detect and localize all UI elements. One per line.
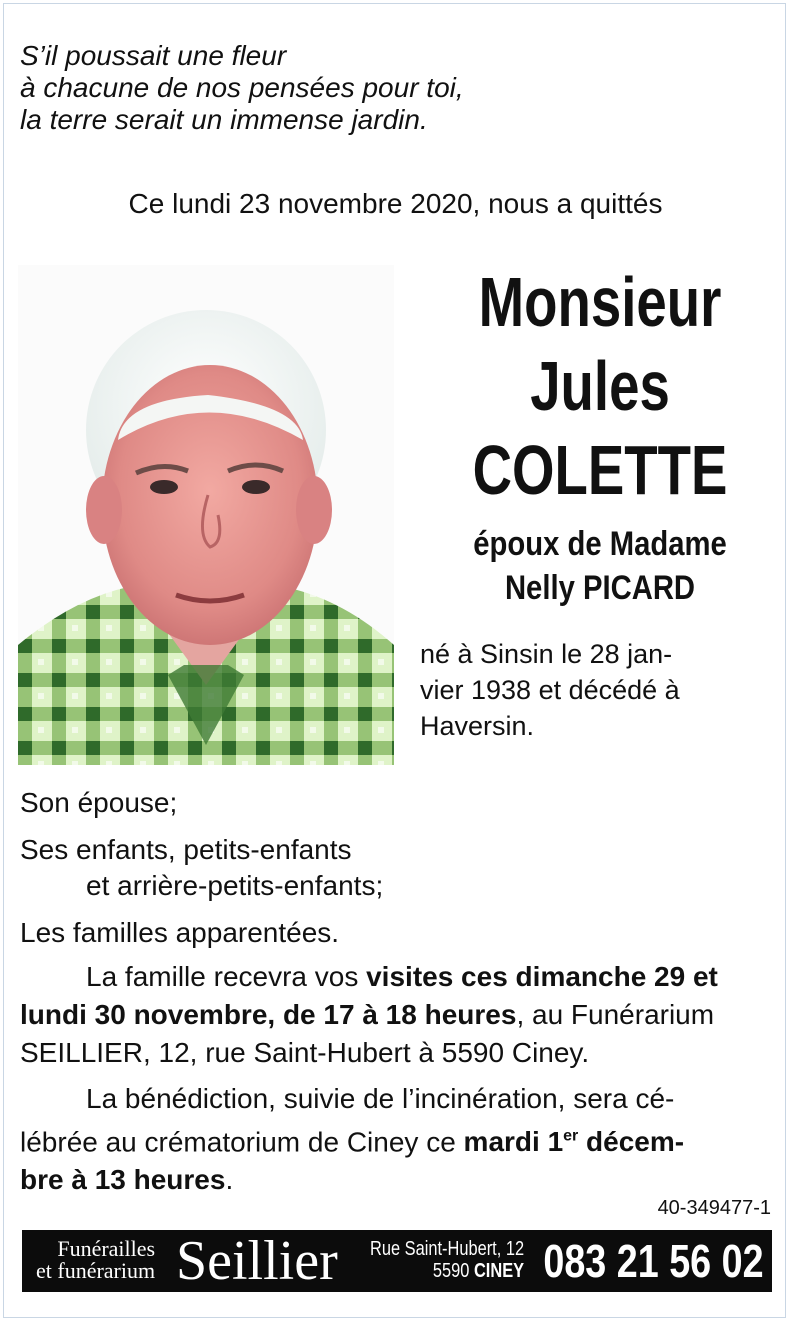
address-postcode: 5590 [432,1260,474,1282]
ceremony-date: décem- [578,1126,685,1158]
spouse-name: Nelly PICARD [504,569,696,607]
ceremony-text: . [225,1164,234,1196]
portrait-photo [18,265,394,765]
ceremony-paragraph [20,1080,772,1199]
deceased-last-name: COLETTE [472,431,728,509]
birth-line: Haversin. [420,711,535,741]
poem-line: S’il poussait une fleur [20,40,287,71]
ceremony-date-suffix: er [563,1128,579,1145]
deceased-title: Monsieur [478,263,722,341]
visit-paragraph [20,958,772,1072]
ceremony-text: lébrée au crématorium de Ciney ce [20,1126,464,1158]
visit-dates: lundi 30 novembre, de 17 à 18 heures [20,999,517,1030]
funeral-home-type-line: et funérarium [36,1258,156,1283]
funeral-home-type [36,1238,155,1282]
ceremony-time: bre à 13 heures [20,1164,226,1196]
address-city: CINEY [473,1260,525,1282]
visit-address: SEILLIER, 12, rue Saint-Hubert à 5590 Ciney. [20,1037,590,1068]
funeral-home-type-line: Funérailles [57,1236,156,1261]
address-street: Rue Saint-Hubert, 12 [370,1238,525,1260]
funeral-home-phone: 083 21 56 02 [543,1235,764,1287]
visit-text: La famille recevra vos [86,961,367,992]
deceased-first-name: Jules [530,347,670,425]
birth-death-info [420,636,772,744]
family-line: Ses enfants, petits-enfants [20,834,352,865]
visit-dates: visites ces dimanche 29 et [366,961,718,992]
visit-text: , au Funérarium [516,999,715,1030]
ceremony-text: La bénédiction, suivie de l’incinération, sera cé- [86,1083,675,1114]
spouse-line: époux de Madame [473,525,727,563]
poem [20,40,464,136]
ceremony-date: mardi 1 [463,1126,564,1158]
family-line: et arrière-petits-enfants; [86,870,384,901]
family-line: Son épouse; [20,787,178,818]
funeral-home-name: Seillier [176,1230,338,1292]
funeral-home-address [370,1238,524,1282]
poem-line: à chacune de nos pensées pour toi, [20,72,464,103]
funeral-home-banner [22,1230,772,1292]
reference-number: 40-349477-1 [657,1197,771,1219]
poem-line: la terre serait un immense jardin. [20,104,428,135]
birth-line: vier 1938 et décédé à [420,675,680,705]
birth-line: né à Sinsin le 28 jan- [420,639,673,669]
death-announcement: Ce lundi 23 novembre 2020, nous a quittés [128,188,663,219]
family-line: Les familles apparentées. [20,917,340,948]
